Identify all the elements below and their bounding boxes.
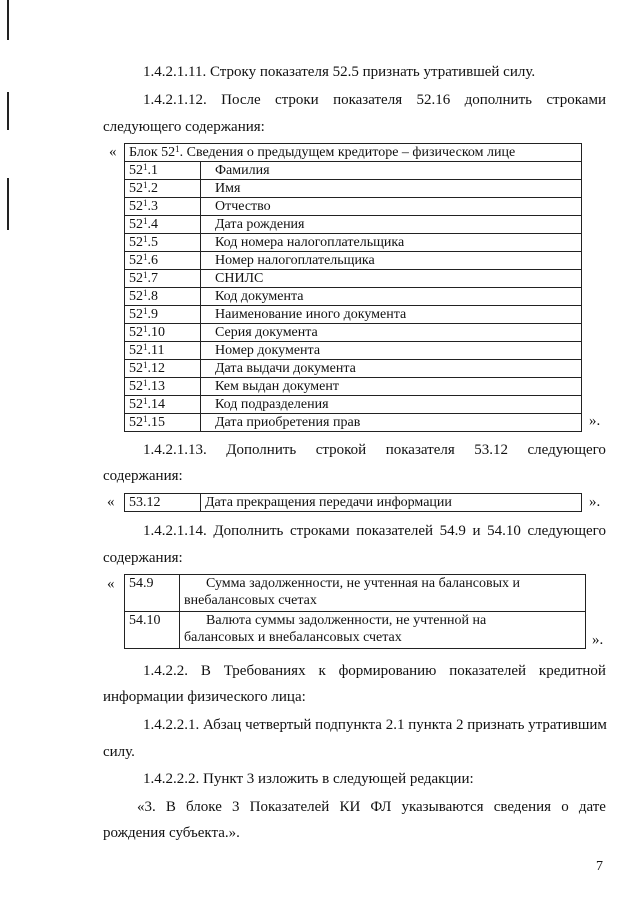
word: В [165, 799, 176, 815]
table-row [125, 306, 582, 324]
paragraph-1-4-2-2-1-line1: 1.4.2.2.1. Абзац четвертый подпункта 2.1 пункта 2 признать утратившим [143, 717, 607, 733]
table-row [125, 414, 582, 432]
word: 1.4.2.2. [143, 663, 188, 679]
row-name: Кем выдан документ [201, 378, 582, 396]
code-num: .10 [147, 325, 165, 340]
margin-bar [7, 178, 9, 230]
table-header-row [125, 144, 582, 162]
code-num: .14 [147, 397, 165, 412]
code-base: 52 [129, 199, 143, 214]
code-num: .11 [147, 343, 165, 358]
code-sup: 1 [143, 378, 148, 388]
code-num: .7 [147, 271, 158, 286]
word: В [200, 663, 211, 679]
code-num: .2 [147, 181, 158, 196]
word: о [561, 799, 569, 815]
word: блоке [186, 799, 222, 815]
row-name-line1: Сумма задолженности, не учтенная на балансовых и [206, 576, 520, 591]
row-code: 53.12 [125, 494, 201, 512]
paragraph-1-4-2-1-14-line2: содержания: [103, 550, 183, 566]
row-code [125, 342, 201, 360]
table-row [125, 180, 582, 198]
row-code [125, 180, 201, 198]
code-sup: 1 [143, 288, 148, 298]
word: дополнить [464, 92, 532, 108]
word: показателей [356, 523, 434, 539]
code-base: 52 [129, 379, 143, 394]
row-name-line1: Валюта суммы задолженности, не учтенной на [206, 613, 487, 628]
paragraph-1-4-2-2-1-line2: силу. [103, 744, 135, 760]
paragraph-1-4-2-2-line2: информации физического лица: [103, 689, 306, 705]
code-sup: 1 [143, 414, 148, 424]
code-sup: 1 [143, 216, 148, 226]
open-quote: « [107, 576, 115, 592]
table-row [125, 198, 582, 216]
code-base: 52 [129, 253, 143, 268]
paragraph-quote-line1 [137, 797, 606, 817]
block-52-1-table [124, 143, 582, 432]
word: показателя [385, 442, 455, 458]
header-prefix: Блок 52 [129, 145, 176, 160]
code-base: 52 [129, 343, 143, 358]
code-num: .3 [147, 199, 158, 214]
row-name: Номер налогоплательщика [201, 252, 582, 270]
code-sup: 1 [143, 252, 148, 262]
word: 54.9 [439, 523, 466, 539]
word: показателей [449, 663, 527, 679]
word: сведения [493, 799, 552, 815]
code-num: .8 [147, 289, 158, 304]
row-name: Дата приобретения прав [201, 414, 582, 432]
header-suffix: . Сведения о предыдущем кредиторе – физическом лице [179, 145, 516, 160]
word: указываются [401, 799, 484, 815]
table-row [125, 162, 582, 180]
word: следующего [527, 523, 606, 539]
row-code: 54.10 [125, 612, 180, 649]
code-base: 52 [129, 361, 143, 376]
code-base: 52 [129, 397, 143, 412]
row-name: Дата рождения [201, 216, 582, 234]
row-name: Код документа [201, 288, 582, 306]
row-name: Номер документа [201, 342, 582, 360]
paragraph-1-4-2-1-12-line1 [143, 90, 606, 110]
word: дате [578, 799, 606, 815]
code-sup: 1 [143, 234, 148, 244]
code-base: 52 [129, 325, 143, 340]
code-sup: 1 [143, 270, 148, 280]
row-code [125, 234, 201, 252]
table-row [125, 216, 582, 234]
code-sup: 1 [143, 306, 148, 316]
table-row [125, 360, 582, 378]
close-quote: ». [592, 632, 604, 648]
word: Показателей [249, 799, 330, 815]
word: кредитной [538, 663, 606, 679]
table-row [125, 252, 582, 270]
paragraph-1-4-2-1-13-line1 [143, 440, 606, 460]
header-sup: 1 [175, 144, 180, 154]
rows-54-table [124, 574, 586, 649]
row-code [125, 198, 201, 216]
row-code [125, 378, 201, 396]
word: 53.12 [474, 442, 508, 458]
row-code [125, 252, 201, 270]
code-sup: 1 [143, 324, 148, 334]
code-base: 52 [129, 235, 143, 250]
row-code [125, 288, 201, 306]
code-sup: 1 [143, 396, 148, 406]
code-base: 52 [129, 307, 143, 322]
code-sup: 1 [143, 180, 148, 190]
table-row [125, 342, 582, 360]
row-53-12-table [124, 493, 582, 512]
row-name: Дата прекращения передачи информации [201, 494, 582, 512]
row-name: Код номера налогоплательщика [201, 234, 582, 252]
table-row [125, 494, 582, 512]
row-name: Фамилия [201, 162, 582, 180]
row-code [125, 306, 201, 324]
word: 1.4.2.1.13. [143, 442, 207, 458]
row-name [180, 575, 586, 612]
word: строками [546, 92, 606, 108]
code-base: 52 [129, 415, 143, 430]
table-row [125, 378, 582, 396]
word: 3 [232, 799, 240, 815]
word: показателя [333, 92, 403, 108]
margin-bar [7, 92, 9, 130]
table-row [125, 234, 582, 252]
row-code: 54.9 [125, 575, 180, 612]
code-base: 52 [129, 271, 143, 286]
row-name: Дата выдачи документа [201, 360, 582, 378]
code-num: .6 [147, 253, 158, 268]
table-row [125, 324, 582, 342]
code-num: .5 [147, 235, 158, 250]
word: строками [289, 523, 350, 539]
code-base: 52 [129, 181, 143, 196]
code-num: .1 [147, 163, 158, 178]
word: к [318, 663, 326, 679]
word: «3. [137, 799, 156, 815]
row-code [125, 162, 201, 180]
word: ФЛ [370, 799, 392, 815]
code-num: .12 [147, 361, 165, 376]
word: После [221, 92, 261, 108]
word: Дополнить [213, 523, 284, 539]
row-code [125, 360, 201, 378]
row-name: Код подразделения [201, 396, 582, 414]
code-num: .9 [147, 307, 158, 322]
code-num: .15 [147, 415, 165, 430]
word: формированию [338, 663, 437, 679]
paragraph-1-4-2-1-11: 1.4.2.1.11. Строку показателя 52.5 признать утратившей силу. [143, 64, 536, 80]
table-row [125, 575, 586, 612]
word: и [472, 523, 481, 539]
row-code [125, 216, 201, 234]
word: 52.16 [416, 92, 451, 108]
code-num: .13 [147, 379, 165, 394]
code-base: 52 [129, 289, 143, 304]
row-name: СНИЛС [201, 270, 582, 288]
paragraph-quote-line2: рождения субъекта.». [103, 825, 240, 841]
table-row [125, 288, 582, 306]
word: 1.4.2.1.12. [143, 92, 207, 108]
row-name [180, 612, 586, 649]
table-header-cell [125, 144, 582, 162]
code-base: 52 [129, 217, 143, 232]
table-row [125, 396, 582, 414]
code-num: .4 [147, 217, 158, 232]
row-name-line2: балансовых и внебалансовых счетах [184, 630, 402, 645]
word: 1.4.2.1.14. [143, 523, 207, 539]
code-sup: 1 [143, 198, 148, 208]
paragraph-1-4-2-1-14-line1 [143, 521, 606, 541]
open-quote: « [109, 144, 117, 160]
paragraph-1-4-2-2-line1 [143, 661, 606, 681]
row-name: Серия документа [201, 324, 582, 342]
close-quote: ». [589, 494, 601, 510]
paragraph-1-4-2-2-2: 1.4.2.2.2. Пункт 3 изложить в следующей редакции: [143, 771, 474, 787]
row-name: Наименование иного документа [201, 306, 582, 324]
row-code [125, 270, 201, 288]
paragraph-1-4-2-1-12-line2: следующего содержания: [103, 119, 265, 135]
word: КИ [339, 799, 361, 815]
code-sup: 1 [143, 342, 148, 352]
paragraph-1-4-2-1-13-line2: содержания: [103, 468, 183, 484]
page-number: 7 [596, 859, 603, 874]
word: строки [274, 92, 319, 108]
open-quote: « [107, 494, 115, 510]
table-row [125, 270, 582, 288]
row-code [125, 414, 201, 432]
row-name: Отчество [201, 198, 582, 216]
row-code [125, 324, 201, 342]
table-row [125, 612, 586, 649]
word: 54.10 [487, 523, 521, 539]
word: Требованиях [223, 663, 306, 679]
row-name-line2: внебалансовых счетах [184, 593, 317, 608]
word: строкой [315, 442, 367, 458]
row-code [125, 396, 201, 414]
margin-bar [7, 0, 9, 40]
code-sup: 1 [143, 162, 148, 172]
word: Дополнить [226, 442, 297, 458]
word: следующего [527, 442, 606, 458]
close-quote: ». [589, 413, 601, 429]
row-name: Имя [201, 180, 582, 198]
code-sup: 1 [143, 360, 148, 370]
code-base: 52 [129, 163, 143, 178]
